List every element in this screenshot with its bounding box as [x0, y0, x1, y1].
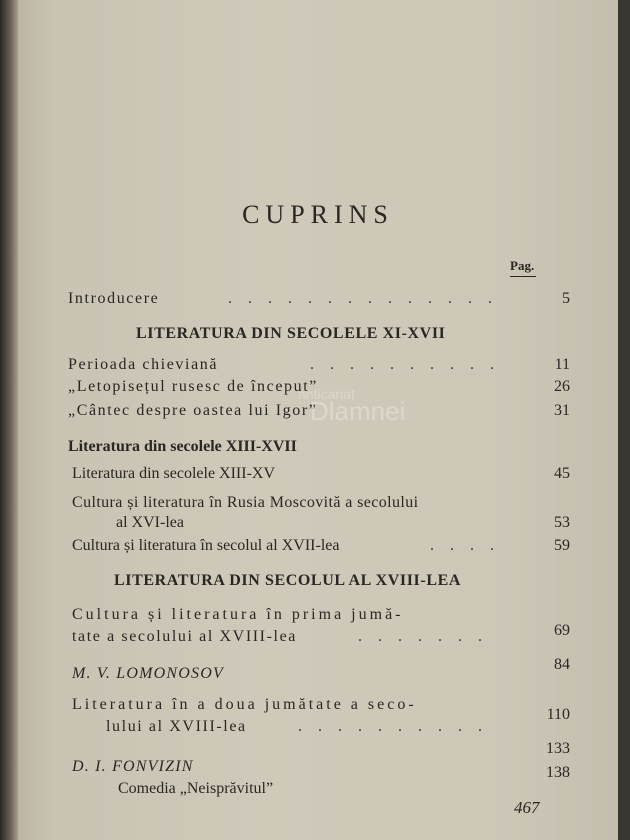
toc-entry-cultura-18-line2[interactable]: tate a secolului al XVIII-lea	[72, 628, 297, 645]
book-page	[18, 0, 618, 840]
toc-page-fonvizin: 138	[546, 764, 570, 781]
toc-entry-lit-18-2-line1[interactable]: Literatura în a doua jumătate a seco-	[72, 696, 417, 713]
toc-page-extra: 133	[546, 740, 570, 757]
leader-dots: . . . . . . . . . . . . . .	[228, 290, 498, 307]
toc-page-cantec: 31	[554, 402, 570, 419]
toc-entry-lit-13-15[interactable]: Literatura din secolele XIII-XV	[72, 465, 276, 482]
leader-dots: . . . .	[430, 537, 500, 554]
toc-entry-perioada[interactable]: Perioada chieviană	[68, 356, 219, 373]
section-heading-xi-xvii: LITERATURA DIN SECOLELE XI-XVII	[136, 325, 446, 342]
toc-page-lomonosov: 84	[554, 656, 570, 673]
toc-entry-cultura-moscova-line1[interactable]: Cultura și literatura în Rusia Moscovită a secolului	[72, 494, 419, 511]
toc-entry-cultura-17[interactable]: Cultura și literatura în secolul al XVII-lea	[72, 537, 340, 554]
toc-entry-letopisetul[interactable]: „Letopisețul rusesc de început”	[68, 378, 318, 395]
toc-entry-cantec[interactable]: „Cântec despre oastea lui Igor”	[68, 402, 318, 419]
toc-entry-lit-18-2-line2[interactable]: lului al XVIII-lea	[106, 718, 247, 735]
page-title: CUPRINS	[242, 200, 394, 229]
watermark-large: Dlamnei	[310, 396, 406, 426]
toc-page-perioada: 11	[554, 356, 570, 373]
toc-page-cultura-18: 69	[554, 622, 570, 639]
leader-dots: . . . . . . .	[358, 628, 488, 645]
toc-entry-comedia[interactable]: Comedia „Neisprăvitul”	[118, 780, 274, 797]
watermark-small: anticariat	[298, 386, 355, 402]
toc-entry-fonvizin[interactable]: D. I. FONVIZIN	[72, 758, 194, 775]
leader-dots: . . . . . . . . . .	[298, 718, 488, 735]
section-heading-xviii: LITERATURA DIN SECOLUL AL XVIII-LEA	[114, 572, 462, 589]
toc-entry-cultura-moscova-line2[interactable]: al XVI-lea	[116, 514, 184, 531]
page-folio-number: 467	[514, 798, 540, 817]
page-column-label: Pag.	[510, 258, 536, 277]
book-spine-shadow	[0, 0, 18, 840]
toc-page-lit-18-2: 110	[546, 706, 570, 723]
toc-page-lit-13-15: 45	[554, 465, 570, 482]
toc-page-cultura-17: 59	[554, 537, 570, 554]
toc-entry-lomonosov[interactable]: M. V. LOMONOSOV	[72, 665, 224, 682]
leader-dots: . . . . . . . . . .	[310, 356, 500, 373]
toc-page-introducere: 5	[562, 290, 570, 307]
toc-entry-introducere[interactable]: Introducere	[68, 290, 160, 307]
subsection-heading-xiii-xvii: Literatura din secolele XIII-XVII	[68, 438, 297, 455]
toc-page-letopisetul: 26	[554, 378, 570, 395]
toc-page-cultura-moscova: 53	[554, 514, 570, 531]
toc-entry-cultura-18-line1[interactable]: Cultura și literatura în prima jumă-	[72, 606, 404, 623]
